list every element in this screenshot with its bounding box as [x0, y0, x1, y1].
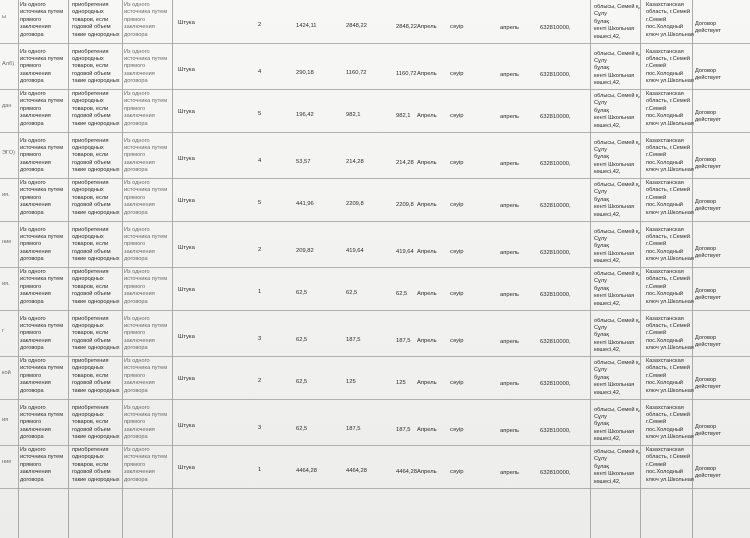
- left-fragment: Алб): [2, 60, 15, 67]
- table-row: [0, 356, 750, 401]
- month-lower-cell: апрель: [500, 25, 520, 31]
- method-cell: Из одного источника путем прямого заключения договора: [20, 2, 64, 38]
- kato-cell: 632810000,: [540, 203, 571, 209]
- kato-cell: 632810000,: [540, 25, 571, 31]
- month-kz-cell: сәуір: [450, 202, 464, 208]
- unit-cell: Штука: [178, 66, 195, 73]
- left-fragment: ия.: [2, 192, 10, 198]
- month-cell: Апрель: [417, 70, 437, 77]
- status-cell: Договор действует: [695, 245, 721, 259]
- place-ru-cell: Казахстанская область, г.Семей г.Семей пос.Холодный ключ ул.Школьная: [646, 48, 694, 84]
- basis-cell: Из одного источника путем прямого заключения договора: [124, 137, 168, 173]
- basis-cell: Из одного источника путем прямого заключения договора: [124, 447, 168, 483]
- sum-cell: 982,1: [346, 112, 361, 118]
- sum-vat-cell: 982,1: [396, 113, 411, 119]
- method-cell: Из одного источника путем прямого заключения договора: [20, 315, 64, 351]
- method-cell: Из одного источника путем прямого заключения договора: [20, 404, 64, 440]
- month-kz-cell: сәуір: [450, 24, 464, 30]
- quantity-cell: 1: [258, 289, 262, 295]
- table-row: [0, 0, 750, 45]
- place-ru-cell: Казахстанская область, г.Семей г.Семей пос.Холодный ключ ул.Школьная: [646, 447, 694, 483]
- month-kz-cell: сәуір: [450, 159, 464, 166]
- month-kz-cell: сәуір: [450, 113, 464, 119]
- place-kz-cell: облысы, Семей қ, Сұлу бұлақ кенті Школьная көшесі,42,: [594, 449, 641, 485]
- month-kz-cell: сәуір: [450, 426, 464, 433]
- unit-cell: Штука: [178, 20, 195, 26]
- purpose-cell: приобретения однородных товаров, если годовой объем такие однородных: [72, 180, 120, 216]
- table-row: [0, 178, 750, 223]
- place-kz-cell: облысы, Семей қ, Сұлу бұлақ кенті Школьная көшесі,42,: [594, 406, 641, 442]
- place-kz-cell: облысы, Семей қ, Сұлу бұлақ кенті Школьная көшесі,42,: [594, 317, 641, 353]
- quantity-cell: 4: [258, 157, 262, 164]
- kato-cell: 632810000,: [540, 381, 571, 387]
- kato-cell: 632810000,: [540, 338, 571, 345]
- price-cell: 62,5: [296, 379, 308, 385]
- left-fragment: ние: [2, 238, 12, 245]
- left-fragment: дан: [2, 103, 12, 109]
- month-kz-cell: сәуір: [450, 469, 464, 475]
- month-lower-cell: апрель: [500, 114, 520, 120]
- table-row: [0, 445, 750, 490]
- unit-cell: Штука: [178, 287, 195, 293]
- sum-vat-cell: 214,28: [396, 159, 414, 166]
- row-divider: [0, 221, 750, 222]
- kato-cell: 632810000,: [540, 292, 571, 298]
- status-cell: Договор действует: [695, 423, 721, 437]
- sum-cell: 2848,22: [346, 23, 367, 29]
- table-row: [0, 403, 750, 448]
- status-cell: Договор действует: [695, 156, 721, 170]
- basis-cell: Из одного источника путем прямого заключения договора: [124, 91, 168, 127]
- place-kz-cell: облысы, Семей қ, Сұлу бұлақ кенті Школьная көшесі,42,: [594, 139, 641, 175]
- place-kz-cell: облысы, Семей қ, Сұлу бұлақ кенті Школьная көшесі,42,: [594, 360, 641, 396]
- status-cell: Договор действует: [695, 110, 721, 124]
- left-fragment: кой: [2, 370, 11, 376]
- quantity-cell: 4: [258, 68, 262, 75]
- quantity-cell: 2: [258, 22, 262, 28]
- basis-cell: Из одного источника путем прямого заключения договора: [124, 48, 168, 84]
- method-cell: Из одного источника путем прямого заключения договора: [20, 358, 64, 394]
- sum-vat-cell: 187,5: [396, 337, 411, 344]
- purpose-cell: приобретения однородных товаров, если годовой объем такие однородных: [72, 269, 120, 305]
- place-ru-cell: Казахстанская область, г.Семей г.Семей пос.Холодный ключ ул.Школьная: [646, 91, 694, 127]
- sum-vat-cell: 125: [396, 380, 406, 386]
- month-cell: Апрель: [417, 291, 437, 297]
- left-fragment: ЭГО): [2, 149, 15, 156]
- method-cell: Из одного источника путем прямого заключения договора: [20, 137, 64, 173]
- purpose-cell: приобретения однородных товаров, если годовой объем такие однородных: [72, 91, 120, 127]
- left-fragment: ы: [2, 14, 7, 20]
- price-cell: 62,5: [296, 336, 308, 343]
- kato-cell: 632810000,: [540, 114, 571, 120]
- sum-cell: 187,5: [346, 425, 361, 432]
- unit-cell: Штука: [178, 333, 195, 340]
- unit-cell: Штука: [178, 376, 195, 382]
- quantity-cell: 5: [258, 111, 262, 117]
- month-lower-cell: апрель: [500, 470, 520, 476]
- status-cell: Договор действует: [695, 466, 721, 480]
- month-lower-cell: апрель: [500, 160, 520, 167]
- sum-cell: 187,5: [346, 336, 361, 343]
- kato-cell: 632810000,: [540, 470, 571, 476]
- place-ru-cell: Казахстанская область, г.Семей г.Семей пос.Холодный ключ ул.Школьная: [646, 358, 694, 394]
- basis-cell: Из одного источника путем прямого заключения договора: [124, 226, 168, 262]
- table-row: [0, 47, 750, 92]
- kato-cell: 632810000,: [540, 249, 571, 256]
- month-cell: Апрель: [417, 24, 437, 30]
- quantity-cell: 5: [258, 200, 262, 206]
- place-ru-cell: Казахстанская область, г.Семей г.Семей пос.Холодный ключ ул.Школьная: [646, 180, 694, 216]
- month-cell: Апрель: [417, 380, 437, 386]
- price-cell: 4464,28: [296, 468, 317, 474]
- month-cell: Апрель: [417, 113, 437, 119]
- sum-vat-cell: 1160,72: [396, 70, 417, 77]
- sum-cell: 125: [346, 379, 356, 385]
- place-kz-cell: облысы, Семей қ, Сұлу бұлақ кенті Школьная көшесі,42,: [594, 93, 641, 129]
- status-cell: Договор действует: [695, 334, 721, 348]
- unit-cell: Штука: [178, 109, 195, 115]
- row-divider: [0, 488, 750, 489]
- unit-cell: Штука: [178, 244, 195, 251]
- price-cell: 1424,11: [296, 23, 317, 29]
- month-lower-cell: апрель: [500, 71, 520, 78]
- month-cell: Апрель: [417, 337, 437, 344]
- month-kz-cell: сәуір: [450, 248, 464, 255]
- place-ru-cell: Казахстанская область, г.Семей г.Семей пос.Холодный ключ ул.Школьная: [646, 269, 694, 305]
- place-ru-cell: Казахстанская область, г.Семей г.Семей пос.Холодный ключ ул.Школьная: [646, 315, 694, 351]
- unit-cell: Штука: [178, 465, 195, 471]
- quantity-cell: 2: [258, 378, 262, 384]
- method-cell: Из одного источника путем прямого заключения договора: [20, 180, 64, 216]
- sum-vat-cell: 187,5: [396, 426, 411, 433]
- basis-cell: Из одного источника путем прямого заключения договора: [124, 315, 168, 351]
- sum-cell: 2209,8: [346, 201, 364, 207]
- sum-vat-cell: 2209,8: [396, 202, 414, 208]
- left-fragment: г`: [2, 327, 6, 334]
- quantity-cell: 3: [258, 335, 262, 342]
- quantity-cell: 2: [258, 246, 262, 253]
- method-cell: Из одного источника путем прямого заключения договора: [20, 48, 64, 84]
- sum-vat-cell: 62,5: [396, 291, 408, 297]
- status-cell: Договор действует: [695, 288, 721, 302]
- price-cell: 62,5: [296, 425, 308, 432]
- month-cell: Апрель: [417, 426, 437, 433]
- sum-cell: 214,28: [346, 158, 364, 165]
- left-fragment: ия: [2, 416, 9, 423]
- place-kz-cell: облысы, Семей қ, Сұлу бұлақ кенті Школьная көшесі,42,: [594, 50, 641, 86]
- month-cell: Апрель: [417, 248, 437, 255]
- month-lower-cell: апрель: [500, 203, 520, 209]
- month-cell: Апрель: [417, 202, 437, 208]
- table-row: [0, 314, 750, 359]
- basis-cell: Из одного источника путем прямого заключения договора: [124, 2, 168, 38]
- month-lower-cell: апрель: [500, 381, 520, 387]
- place-ru-cell: Казахстанская область, г.Семей г.Семей пос.Холодный ключ ул.Школьная: [646, 404, 694, 440]
- method-cell: Из одного источника путем прямого заключения договора: [20, 447, 64, 483]
- month-kz-cell: сәуір: [450, 291, 464, 297]
- status-cell: Договор действует: [695, 67, 721, 81]
- month-lower-cell: апрель: [500, 249, 520, 256]
- place-ru-cell: Казахстанская область, г.Семей г.Семей пос.Холодный ключ ул.Школьная: [646, 137, 694, 173]
- purpose-cell: приобретения однородных товаров, если годовой объем такие однородных: [72, 358, 120, 394]
- table-row: [0, 267, 750, 312]
- price-cell: 441,96: [296, 201, 314, 207]
- table-row: [0, 136, 750, 181]
- place-kz-cell: облысы, Семей қ, Сұлу бұлақ кенті Школьная көшесі,42,: [594, 4, 641, 40]
- month-lower-cell: апрель: [500, 427, 520, 434]
- month-kz-cell: сәуір: [450, 337, 464, 344]
- row-divider: [0, 310, 750, 311]
- sum-cell: 4464,28: [346, 468, 367, 474]
- sum-cell: 62,5: [346, 290, 358, 296]
- purpose-cell: приобретения однородных товаров, если годовой объем такие однородных: [72, 404, 120, 440]
- price-cell: 62,5: [296, 290, 308, 296]
- unit-cell: Штука: [178, 155, 195, 162]
- method-cell: Из одного источника путем прямого заключения договора: [20, 226, 64, 262]
- price-cell: 209,82: [296, 247, 314, 254]
- purpose-cell: приобретения однородных товаров, если годовой объем такие однородных: [72, 48, 120, 84]
- kato-cell: 632810000,: [540, 427, 571, 434]
- status-cell: Договор действует: [695, 21, 721, 35]
- status-cell: Договор действует: [695, 377, 721, 391]
- place-ru-cell: Казахстанская область, г.Семей г.Семей пос.Холодный ключ ул.Школьная: [646, 226, 694, 262]
- sum-vat-cell: 4464,28: [396, 469, 417, 475]
- unit-cell: Штука: [178, 422, 195, 429]
- place-kz-cell: облысы, Семей қ, Сұлу бұлақ кенті Школьная көшесі,42,: [594, 228, 641, 264]
- status-cell: Договор действует: [695, 199, 721, 213]
- place-kz-cell: облысы, Семей қ, Сұлу бұлақ кенті Школьная көшесі,42,: [594, 182, 641, 218]
- month-cell: Апрель: [417, 469, 437, 475]
- month-cell: Апрель: [417, 159, 437, 166]
- row-divider: [0, 132, 750, 133]
- place-ru-cell: Казахстанская область, г.Семей г.Семей пос.Холодный ключ ул.Школьная: [646, 2, 694, 38]
- sum-cell: 419,64: [346, 247, 364, 254]
- purpose-cell: приобретения однородных товаров, если годовой объем такие однородных: [72, 2, 120, 38]
- place-kz-cell: облысы, Семей қ, Сұлу бұлақ кенті Школьная көшесі,42,: [594, 271, 641, 307]
- price-cell: 53,57: [296, 158, 311, 165]
- method-cell: Из одного источника путем прямого заключения договора: [20, 91, 64, 127]
- basis-cell: Из одного источника путем прямого заключения договора: [124, 180, 168, 216]
- sum-vat-cell: 419,64: [396, 248, 414, 255]
- quantity-cell: 3: [258, 424, 262, 431]
- purpose-cell: приобретения однородных товаров, если годовой объем такие однородных: [72, 315, 120, 351]
- unit-cell: Штука: [178, 198, 195, 204]
- basis-cell: Из одного источника путем прямого заключения договора: [124, 269, 168, 305]
- table-row: [0, 225, 750, 270]
- basis-cell: Из одного источника путем прямого заключения договора: [124, 404, 168, 440]
- basis-cell: Из одного источника путем прямого заключения договора: [124, 358, 168, 394]
- method-cell: Из одного источника путем прямого заключения договора: [20, 269, 64, 305]
- month-kz-cell: сәуір: [450, 70, 464, 77]
- table-row: [0, 89, 750, 134]
- sum-vat-cell: 2848,22: [396, 24, 417, 30]
- purpose-cell: приобретения однородных товаров, если годовой объем такие однородных: [72, 226, 120, 262]
- purpose-cell: приобретения однородных товаров, если годовой объем такие однородных: [72, 137, 120, 173]
- price-cell: 196,42: [296, 112, 314, 118]
- row-divider: [0, 399, 750, 400]
- price-cell: 290,18: [296, 69, 314, 76]
- row-divider: [0, 43, 750, 44]
- kato-cell: 632810000,: [540, 71, 571, 78]
- sum-cell: 1160,72: [346, 69, 367, 76]
- purpose-cell: приобретения однородных товаров, если годовой объем такие однородных: [72, 447, 120, 483]
- month-lower-cell: апрель: [500, 292, 520, 298]
- left-fragment: ия.: [2, 281, 10, 287]
- month-kz-cell: сәуір: [450, 380, 464, 386]
- kato-cell: 632810000,: [540, 160, 571, 167]
- month-lower-cell: апрель: [500, 338, 520, 345]
- left-fragment: ние: [2, 459, 12, 465]
- quantity-cell: 1: [258, 467, 262, 473]
